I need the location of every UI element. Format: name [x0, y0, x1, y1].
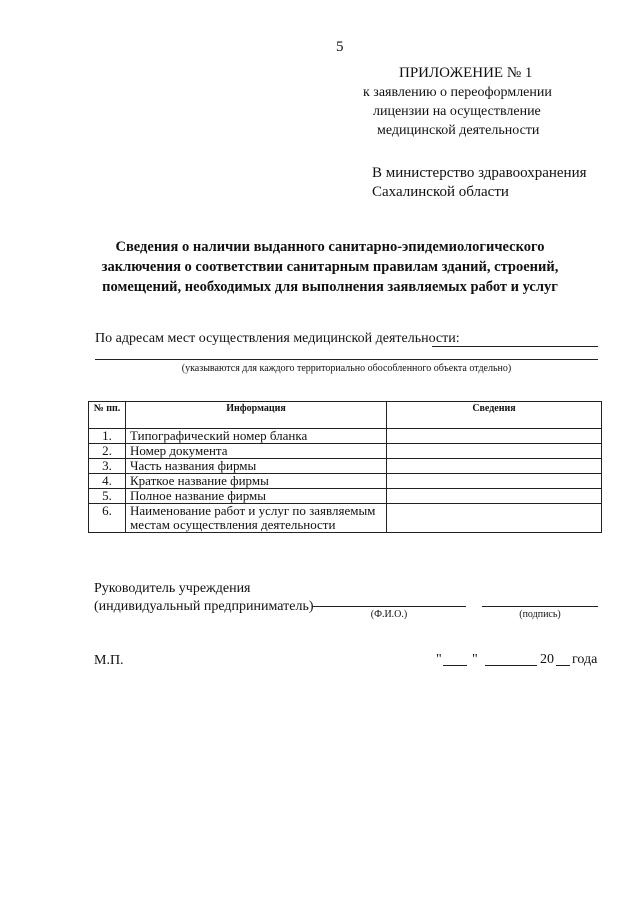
row-number: 4.: [89, 474, 126, 489]
stamp-place: М.П.: [94, 653, 124, 668]
row-value[interactable]: [387, 489, 602, 504]
table-row: [89, 489, 602, 504]
row-value[interactable]: [387, 429, 602, 444]
signatory-label: [94, 580, 314, 616]
row-info: Часть названия фирмы: [126, 459, 387, 474]
address-note: (указываются для каждого территориально обособленного объекта отдельно): [181, 363, 512, 374]
addressee-line: В министерство здравоохранения: [372, 165, 587, 181]
appendix-line: к заявлению о переоформлении: [363, 85, 552, 100]
appendix-title: ПРИЛОЖЕНИЕ № 1: [399, 65, 533, 81]
row-number: 3.: [89, 459, 126, 474]
row-value[interactable]: [387, 504, 602, 533]
address-field-line[interactable]: [95, 359, 598, 360]
row-number: 1.: [89, 429, 126, 444]
date-day-line[interactable]: [443, 665, 467, 666]
page-number: 5: [336, 39, 344, 55]
header-details: Сведения: [387, 402, 602, 429]
address-field-line[interactable]: [432, 346, 598, 347]
row-number: 5.: [89, 489, 126, 504]
row-number: 6.: [89, 504, 126, 533]
date-quote-open: ": [436, 652, 442, 667]
info-table: [88, 401, 602, 533]
heading-line: помещений, необходимых для выполнения заявляемых работ и услуг: [102, 279, 558, 295]
table-row: [89, 474, 602, 489]
signature-field-line[interactable]: [482, 606, 598, 607]
appendix-block: [363, 64, 603, 140]
row-info: Полное название фирмы: [126, 489, 387, 504]
row-value[interactable]: [387, 444, 602, 459]
row-info: Типографический номер бланка: [126, 429, 387, 444]
address-label: По адресам мест осуществления медицинской деятельности:: [95, 331, 460, 346]
fio-field-line[interactable]: [312, 606, 466, 607]
table-row: [89, 444, 602, 459]
row-value[interactable]: [387, 459, 602, 474]
heading-line: Сведения о наличии выданного санитарно-эпидемиологического: [115, 239, 545, 255]
table-header-row: [89, 402, 602, 429]
document-heading: [80, 237, 580, 297]
heading-line: заключения о соответствии санитарным правилам зданий, строений,: [101, 259, 559, 275]
row-value[interactable]: [387, 474, 602, 489]
table-row: [89, 429, 602, 444]
header-information: Информация: [126, 402, 387, 429]
appendix-line: медицинской деятельности: [377, 123, 540, 138]
date-year-prefix: 20: [540, 652, 554, 667]
row-number: 2.: [89, 444, 126, 459]
signature-caption: (подпись): [519, 609, 561, 620]
date-year-word: года: [572, 652, 598, 667]
row-info: Краткое название фирмы: [126, 474, 387, 489]
fio-caption: (Ф.И.О.): [370, 609, 408, 620]
date-month-line[interactable]: [485, 665, 537, 666]
signatory-line: Руководитель учреждения: [94, 581, 251, 596]
header-number: № пп.: [89, 402, 126, 429]
date-quote-close: ": [472, 652, 478, 667]
table-row: [89, 459, 602, 474]
signatory-line: (индивидуальный предприниматель): [94, 599, 314, 614]
date-year-line[interactable]: [556, 665, 570, 666]
row-info: Наименование работ и услуг по заявляемым местам осуществления деятельности: [126, 504, 387, 533]
addressee-block: [372, 164, 612, 202]
appendix-line: лицензии на осуществление: [373, 104, 541, 119]
row-info: Номер документа: [126, 444, 387, 459]
table-row: [89, 504, 602, 533]
addressee-line: Сахалинской области: [372, 184, 509, 200]
